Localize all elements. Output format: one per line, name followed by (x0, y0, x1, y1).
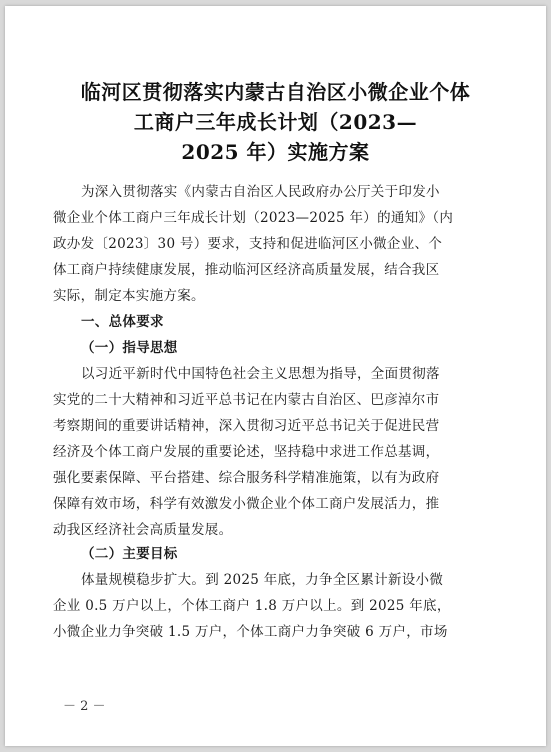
document-title-line-3: 2025 年）实施方案 (181, 140, 370, 164)
paragraph-line: 以习近平新时代中国特色社会主义思想为指导，全面贯彻落 (81, 366, 440, 382)
intro-line: 实际，制定本实施方案。 (53, 288, 205, 304)
paragraph-line: 考察期间的重要讲话精神，深入贯彻习近平总书记关于促进民营 (53, 418, 440, 434)
intro-line: 为深入贯彻落实《内蒙古自治区人民政府办公厅关于印发小 (81, 184, 440, 200)
paragraph-line: 强化要素保障、平台搭建、综合服务科学精准施策，以有为政府 (53, 470, 440, 486)
document-title-line-2: 工商户三年成长计划（2023— (133, 110, 418, 134)
section-heading: 一、总体要求 (81, 314, 164, 330)
subsection-heading: （二）主要目标 (81, 546, 178, 562)
paragraph-line: 小微企业力争突破 1.5 万户，个体工商户力争突破 6 万户，市场 (53, 624, 448, 640)
paragraph-line: 企业 0.5 万户以上，个体工商户 1.8 万户以上。到 2025 年底， (53, 598, 451, 614)
intro-line: 微企业个体工商户三年成长计划（2023—2025 年）的通知》（内 (53, 210, 454, 226)
paragraph-line: 经济及个体工商户发展的重要论述，坚持稳中求进工作总基调， (53, 444, 440, 460)
document-title-line-1: 临河区贯彻落实内蒙古自治区小微企业个体 (80, 80, 471, 104)
paragraph-line: 保障有效市场，科学有效激发小微企业个体工商户发展活力，推 (53, 496, 440, 512)
document-page (5, 6, 546, 746)
subsection-heading: （一）指导思想 (81, 340, 178, 356)
paragraph-line: 实党的二十大精神和习近平总书记在内蒙古自治区、巴彦淖尔市 (53, 392, 440, 408)
page-number: － 2 － (63, 699, 106, 714)
intro-line: 体工商户持续健康发展，推动临河区经济高质量发展，结合我区 (53, 262, 440, 278)
intro-line: 政办发〔2023〕30 号）要求，支持和促进临河区小微企业、个 (53, 236, 443, 252)
paragraph-line: 体量规模稳步扩大。到 2025 年底，力争全区累计新设小微 (81, 572, 444, 588)
paragraph-line: 动我区经济社会高质量发展。 (53, 522, 233, 538)
